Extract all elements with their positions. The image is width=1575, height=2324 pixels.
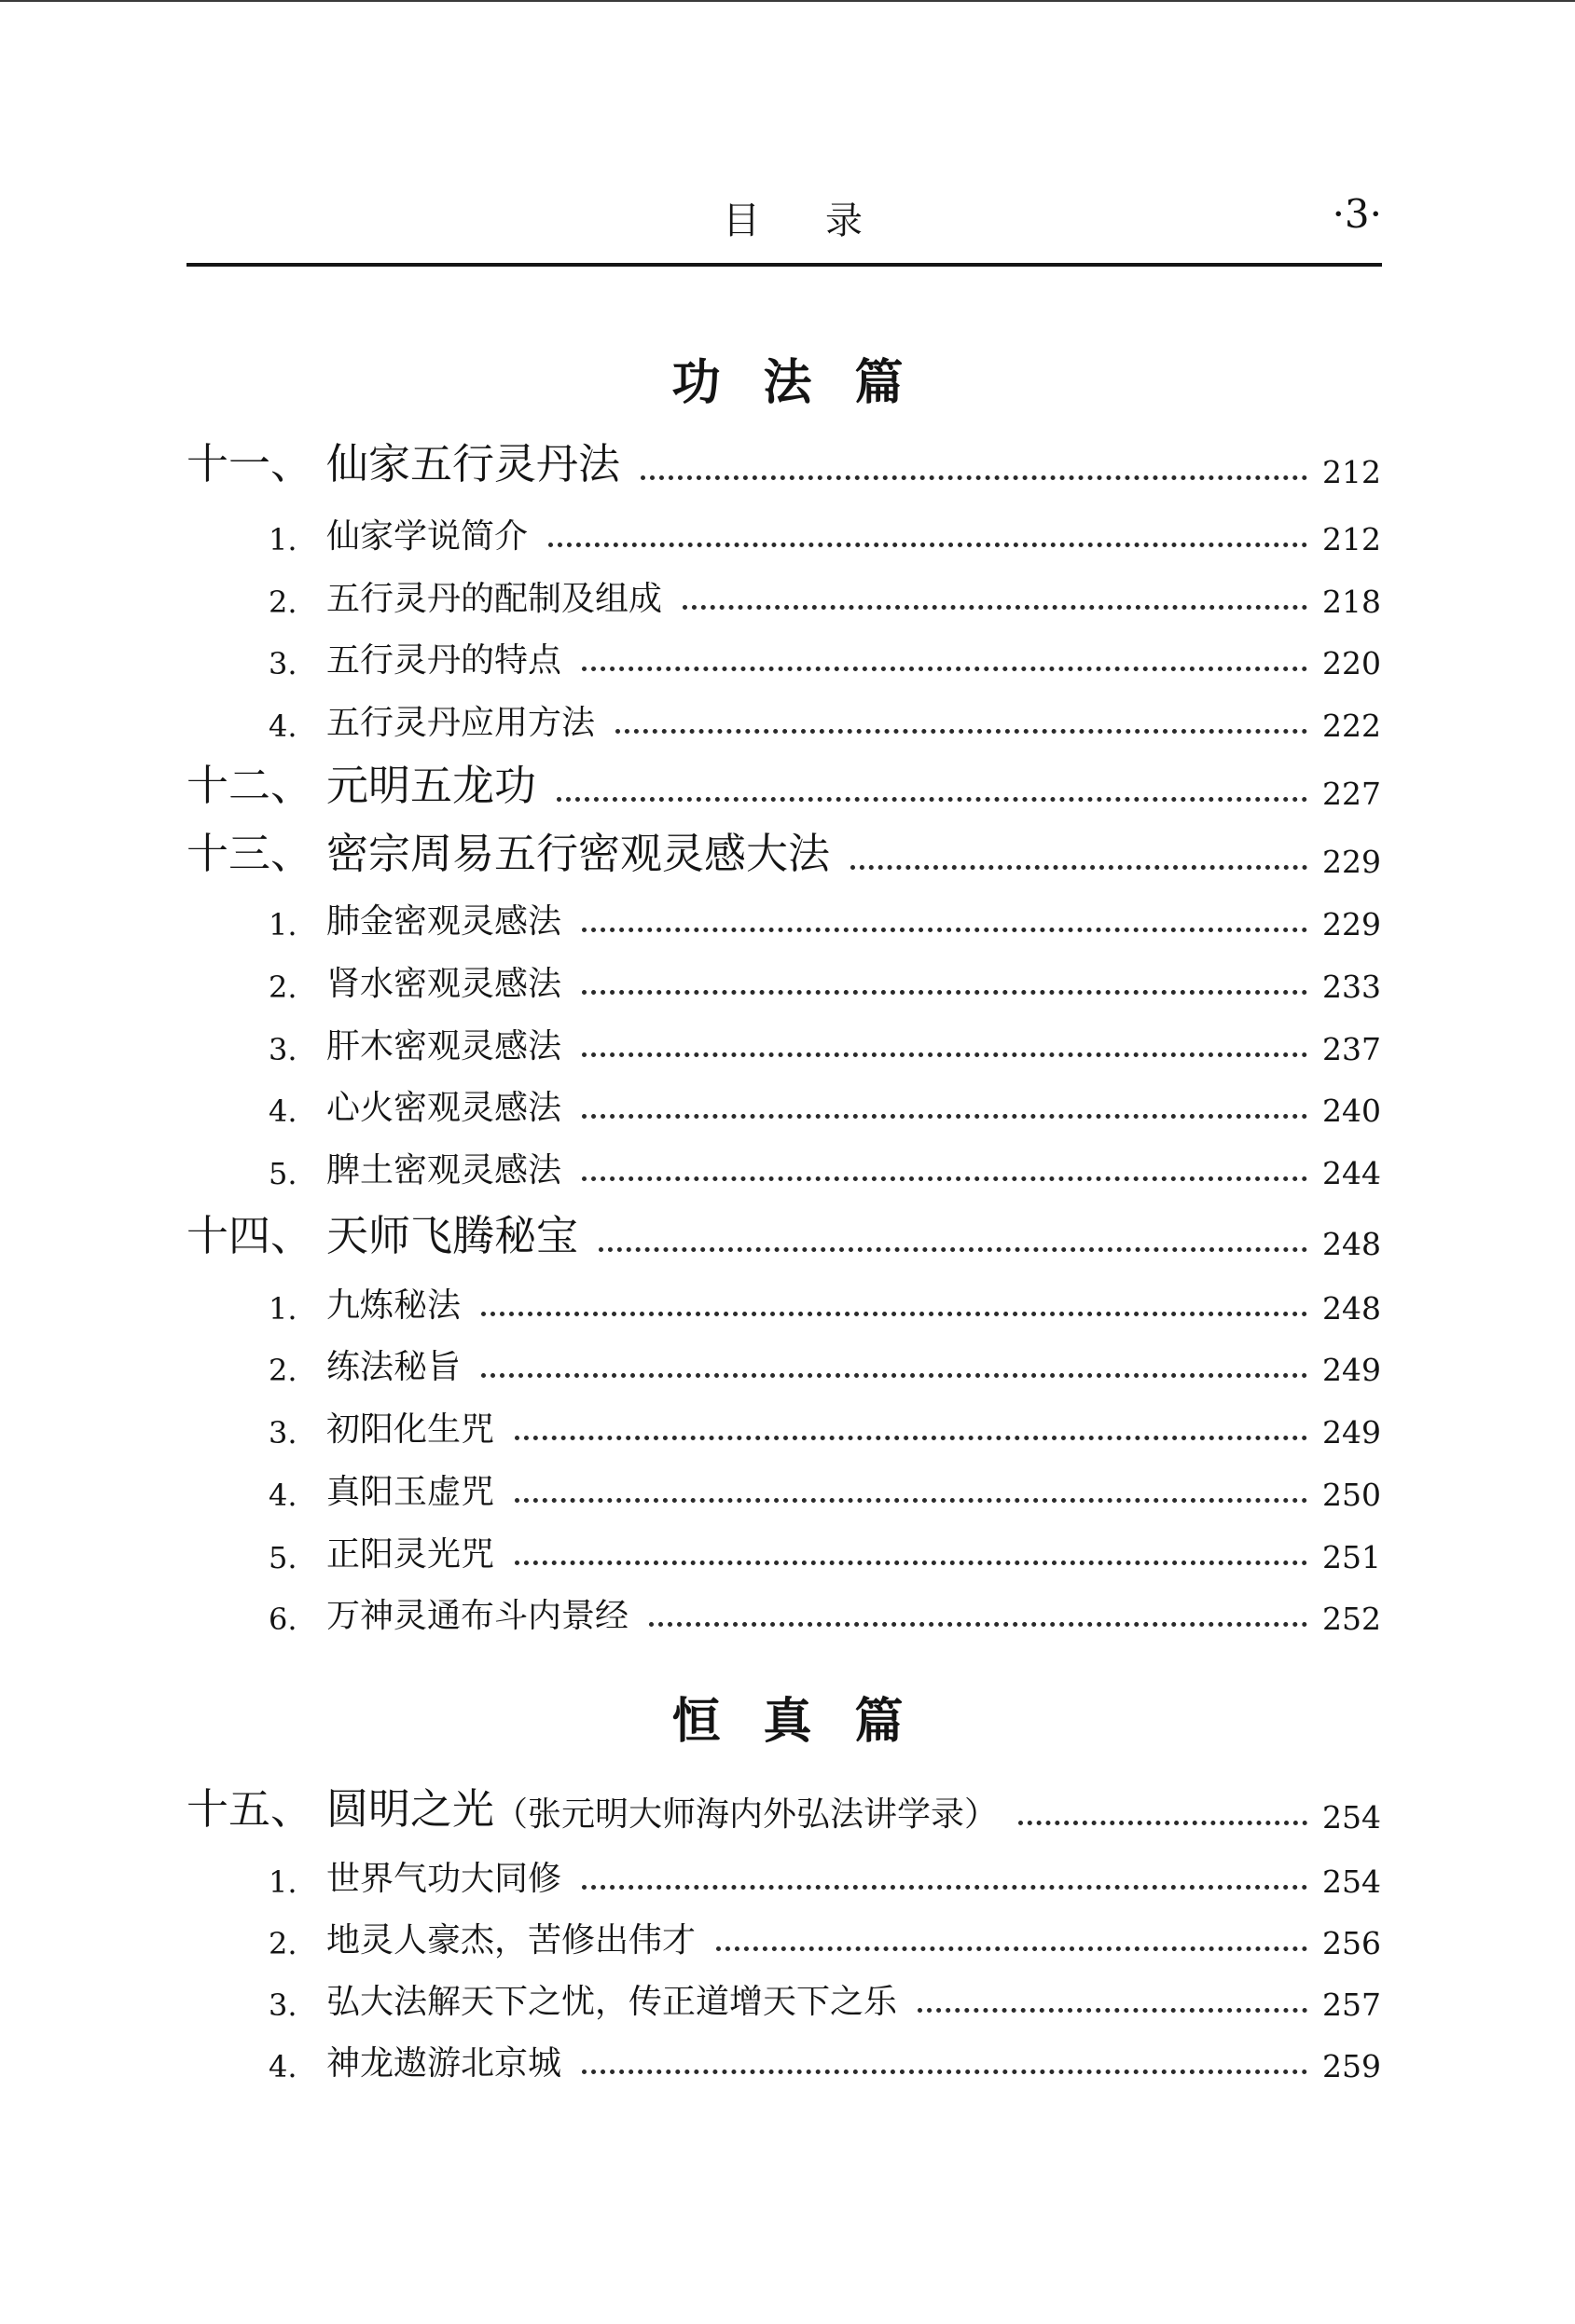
entry-title: 圆明之光 [326, 1784, 495, 1834]
entry-page-number: 244 [1322, 1155, 1381, 1191]
entry-page-number: 248 [1322, 1290, 1381, 1327]
dot-leader [582, 928, 1307, 932]
entry-title: 真阳玉虚咒 [326, 1473, 495, 1511]
entry-page-number: 212 [1322, 454, 1381, 490]
toc-subsection-entry [187, 1139, 1380, 1191]
toc-subsection-entry [187, 1971, 1380, 2023]
entry-number: 4. [269, 2049, 297, 2084]
entry-number: 5. [269, 1156, 297, 1191]
toc-subsection-entry [187, 1077, 1380, 1129]
toc-subsection-entry [187, 629, 1380, 681]
entry-page-number: 212 [1322, 521, 1381, 557]
dot-leader [582, 667, 1307, 671]
dot-leader [582, 1176, 1307, 1181]
entry-number: 3. [269, 1032, 297, 1067]
entry-number: 4. [269, 1478, 297, 1513]
toc-subsection-entry [187, 568, 1380, 620]
entry-number: 十一、 [187, 439, 313, 488]
entry-page-number: 229 [1322, 906, 1381, 942]
entry-number: 4. [269, 1093, 297, 1129]
entry-title: 脾土密观灵感法 [326, 1151, 562, 1190]
entry-page-number: 220 [1322, 645, 1381, 681]
toc-subsection-entry [187, 1461, 1380, 1513]
entry-subtitle-note: （张元明大师海内外弘法讲学录） [494, 1795, 999, 1834]
toc-subsection-entry [187, 1909, 1380, 1961]
entry-number: 5. [269, 1540, 297, 1575]
entry-page-number: 254 [1322, 1863, 1381, 1900]
entry-title: 万神灵通布斗内景经 [326, 1597, 629, 1635]
entry-title: 练法秘旨 [326, 1348, 462, 1386]
dot-leader [716, 1946, 1307, 1951]
toc-subsection-entry [187, 692, 1380, 744]
entry-title: 肺金密观灵感法 [326, 902, 562, 941]
page-top-edge [0, 0, 1575, 2]
entry-number: 3. [269, 646, 297, 681]
entry-title: 五行灵丹的配制及组成 [326, 580, 663, 618]
entry-title: 天师飞腾秘宝 [326, 1211, 579, 1260]
dot-leader [683, 605, 1307, 610]
entry-number: 十三、 [187, 829, 313, 878]
toc-chapter-entry [187, 760, 1380, 812]
entry-number: 2. [269, 584, 297, 620]
toc-chapter-entry [187, 438, 1380, 490]
running-header [187, 191, 1382, 266]
entry-number: 十五、 [187, 1784, 313, 1834]
entry-title: 仙家五行灵丹法 [326, 439, 621, 488]
dot-leader [641, 475, 1307, 480]
toc-chapter-entry [187, 1783, 1380, 1836]
dot-leader [649, 1622, 1307, 1627]
entry-number: 十四、 [187, 1211, 313, 1260]
entry-page-number: 251 [1322, 1539, 1381, 1575]
entry-number: 2. [269, 969, 297, 1005]
dot-leader [515, 1561, 1307, 1565]
dot-leader [918, 2008, 1307, 2013]
dot-leader [481, 1312, 1307, 1316]
entry-title: 初阳化生咒 [326, 1410, 495, 1449]
entry-title: 九炼秘法 [326, 1286, 462, 1325]
dot-leader [515, 1498, 1307, 1503]
entry-number: 2. [269, 1926, 297, 1961]
entry-title: 地灵人豪杰，苦修出伟才 [326, 1921, 697, 1960]
entry-page-number: 218 [1322, 584, 1381, 620]
entry-page-number: 248 [1322, 1226, 1381, 1262]
dot-leader [615, 729, 1307, 734]
toc-subsection-entry [187, 890, 1380, 942]
entry-title: 肾水密观灵感法 [326, 965, 562, 1003]
entry-page-number: 249 [1322, 1414, 1381, 1451]
page-number: ·3· [1332, 191, 1382, 237]
entry-title: 弘大法解天下之忧，传正道增天下之乐 [326, 1983, 898, 2021]
toc-subsection-entry [187, 1585, 1380, 1637]
toc-subsection-entry [187, 1523, 1380, 1575]
entry-number: 1. [269, 1864, 297, 1900]
entry-page-number: 240 [1322, 1093, 1381, 1129]
entry-page-number: 229 [1322, 844, 1381, 880]
dot-leader [548, 543, 1307, 547]
entry-page-number: 254 [1322, 1799, 1381, 1836]
entry-number: 6. [269, 1602, 297, 1637]
entry-number: 3. [269, 1987, 297, 2023]
entry-page-number: 256 [1322, 1925, 1381, 1961]
entry-title: 心火密观灵感法 [326, 1089, 562, 1127]
dot-leader [1018, 1821, 1307, 1825]
dot-leader [599, 1247, 1307, 1252]
toc-subsection-entry [187, 953, 1380, 1005]
entry-page-number: 250 [1322, 1477, 1381, 1513]
entry-number: 1. [269, 522, 297, 557]
entry-number: 1. [269, 907, 297, 942]
entry-page-number: 259 [1322, 2048, 1381, 2084]
section-heading-hengzhen: 恒真篇 [671, 1693, 946, 1750]
entry-number: 3. [269, 1415, 297, 1451]
dot-leader [515, 1436, 1307, 1440]
toc-subsection-entry [187, 2032, 1380, 2084]
toc-chapter-entry [187, 1210, 1380, 1262]
dot-leader [582, 2070, 1307, 2074]
dot-leader [582, 990, 1307, 995]
entry-title: 神龙遨游北京城 [326, 2044, 562, 2083]
dot-leader [582, 1052, 1307, 1057]
entry-number: 4. [269, 708, 297, 744]
toc-subsection-entry [187, 1015, 1380, 1067]
dot-leader [582, 1114, 1307, 1119]
toc-chapter-entry [187, 828, 1380, 880]
entry-page-number: 222 [1322, 708, 1381, 744]
toc-subsection-entry [187, 1398, 1380, 1451]
entry-page-number: 252 [1322, 1601, 1381, 1637]
entry-title: 世界气功大同修 [326, 1860, 562, 1898]
dot-leader [582, 1885, 1307, 1890]
entry-number: 1. [269, 1291, 297, 1327]
entry-number: 2. [269, 1353, 297, 1388]
dot-leader [481, 1373, 1307, 1378]
entry-page-number: 249 [1322, 1352, 1381, 1388]
entry-page-number: 237 [1322, 1031, 1381, 1067]
entry-title: 正阳灵光咒 [326, 1535, 495, 1574]
toc-subsection-entry [187, 1274, 1380, 1327]
entry-title: 五行灵丹的特点 [326, 641, 562, 680]
header-title: 目录 [723, 199, 928, 242]
entry-page-number: 227 [1322, 776, 1381, 812]
toc-subsection-entry [187, 1336, 1380, 1388]
entry-title: 肝木密观灵感法 [326, 1027, 562, 1066]
entry-page-number: 233 [1322, 969, 1381, 1005]
header-rule [187, 263, 1382, 267]
entry-title: 元明五龙功 [326, 761, 537, 810]
toc-subsection-entry [187, 505, 1380, 557]
dot-leader [850, 865, 1307, 870]
dot-leader [557, 797, 1307, 802]
entry-title: 五行灵丹应用方法 [326, 704, 596, 742]
entry-title: 密宗周易五行密观灵感大法 [326, 829, 831, 878]
entry-number: 十二、 [187, 761, 313, 810]
entry-title: 仙家学说简介 [326, 517, 529, 556]
toc-subsection-entry [187, 1848, 1380, 1900]
entry-page-number: 257 [1322, 1987, 1381, 2023]
section-heading-gongfa: 功法篇 [671, 354, 946, 411]
